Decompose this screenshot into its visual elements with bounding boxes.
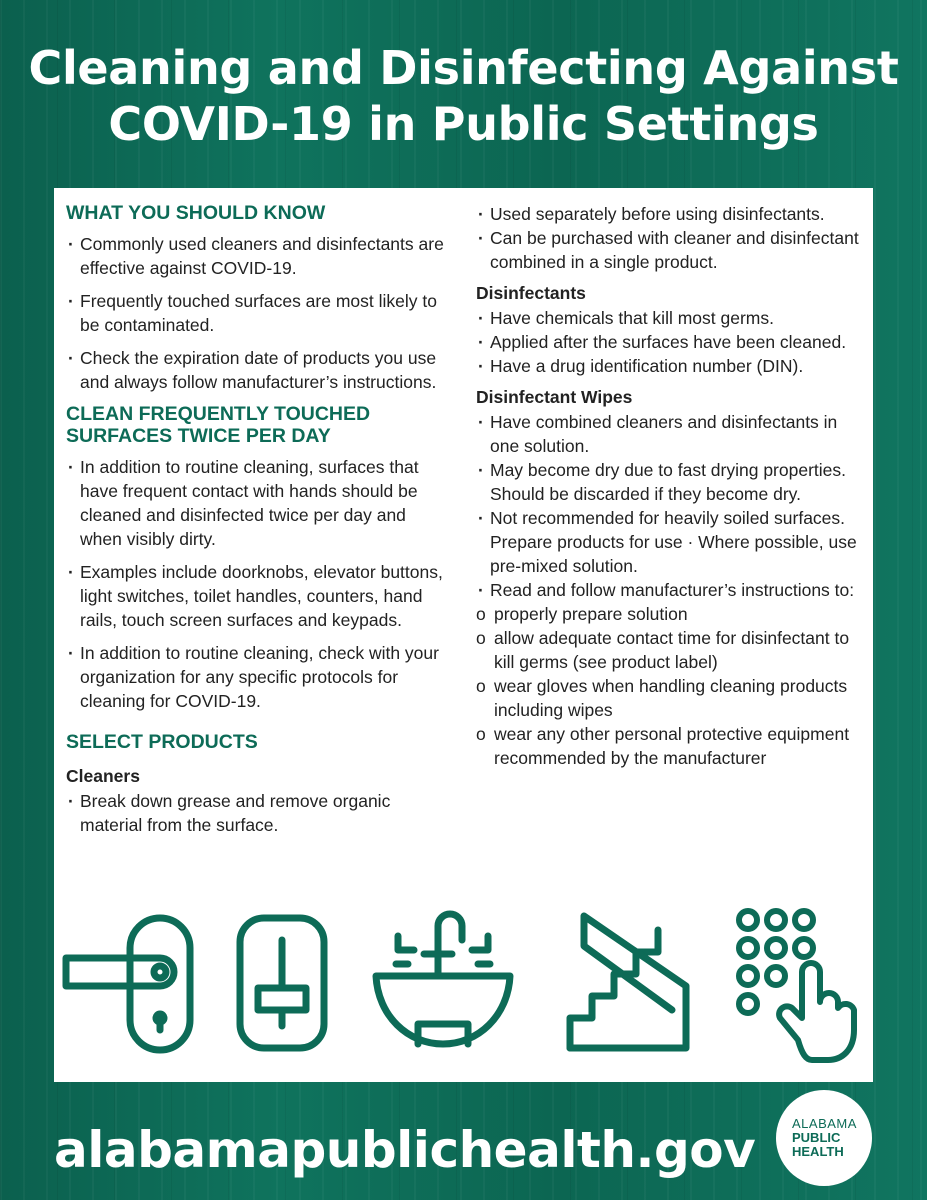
section-clean-surfaces: [66, 403, 451, 713]
surface-icons-row: [54, 906, 873, 1066]
list-item: · Have combined cleaners and disinfectants in one solution.: [476, 410, 861, 458]
list-item: · Examples include doorknobs, elevator buttons, light switches, toilet handles, counters, hand rails, touch screen surfaces and keypads.: [66, 560, 451, 632]
website-url[interactable]: alabamapublichealth.gov: [54, 1121, 756, 1179]
list-item: · Break down grease and remove organic material from the surface.: [66, 789, 451, 837]
sub-list-item: o allow adequate contact time for disinfectant to kill germs (see product label): [476, 626, 861, 674]
content-card: [54, 188, 873, 1082]
list-item: · In addition to routine cleaning, check with your organization for any specific protocols for cleaning for COVID-19.: [66, 641, 451, 713]
sub-list-item: o properly prepare solution: [476, 602, 861, 626]
bullet-list: [66, 232, 451, 394]
bullet-list: [476, 202, 861, 274]
page-title: [0, 40, 927, 152]
bullet-list: [476, 306, 861, 378]
sub-list: [476, 602, 861, 770]
sub-list-item: o wear any other personal protective equipment recommended by the manufacturer: [476, 722, 861, 770]
logo-line-2: PUBLIC: [792, 1130, 841, 1145]
door-handle-icon: [62, 906, 194, 1056]
list-item: · Can be purchased with cleaner and disinfectant combined in a single product.: [476, 226, 861, 274]
list-item: · Frequently touched surfaces are most likely to be contaminated.: [66, 289, 451, 337]
title-line-1: Cleaning and Disinfecting Against: [28, 41, 899, 95]
section-what-you-should-know: [66, 202, 451, 394]
sink-icon: [368, 906, 518, 1056]
list-item: · May become dry due to fast drying properties. Should be discarded if they become dry.: [476, 458, 861, 506]
title-line-2: COVID-19 in Public Settings: [108, 97, 819, 151]
list-item: · Have a drug identification number (DIN).: [476, 354, 861, 378]
bullet-list: [476, 410, 861, 602]
list-item: · Used separately before using disinfectants.: [476, 202, 861, 226]
list-item: · Commonly used cleaners and disinfectants are effective against COVID-19.: [66, 232, 451, 280]
bullet-list: [66, 455, 451, 713]
subheading-disinfectants: Disinfectants: [476, 283, 586, 303]
right-column: [476, 202, 861, 770]
logo-line-1: ALABAMA: [792, 1116, 857, 1131]
sub-list-item: o wear gloves when handling cleaning products including wipes: [476, 674, 861, 722]
alabama-public-health-logo: [776, 1090, 872, 1186]
list-item: · Have chemicals that kill most germs.: [476, 306, 861, 330]
list-item: · In addition to routine cleaning, surfaces that have frequent contact with hands should be cleaned and disinfected twice per day and when visibly dirty.: [66, 455, 451, 551]
section-heading: SELECT PRODUCTS: [66, 731, 258, 753]
section-select-products: [66, 731, 451, 837]
stair-rail-icon: [562, 906, 692, 1056]
subheading-cleaners: Cleaners: [66, 766, 140, 786]
list-item: · Check the expiration date of products you use and always follow manufacturer’s instructions.: [66, 346, 451, 394]
subheading-disinfectant-wipes: Disinfectant Wipes: [476, 387, 633, 407]
light-switch-icon: [234, 906, 330, 1056]
section-heading: CLEAN FREQUENTLY TOUCHED SURFACES TWICE PER DAY: [66, 403, 371, 447]
left-column: [66, 202, 451, 845]
logo-line-3: HEALTH: [792, 1144, 844, 1159]
section-heading: WHAT YOU SHOULD KNOW: [66, 202, 326, 224]
bullet-list: [66, 789, 451, 837]
list-item: · Read and follow manufacturer’s instructions to:: [476, 578, 861, 602]
list-item: · Applied after the surfaces have been cleaned.: [476, 330, 861, 354]
keypad-icon: [734, 906, 864, 1066]
list-item: · Not recommended for heavily soiled surfaces. Prepare products for use · Where possible, use pre-mixed solution.: [476, 506, 861, 578]
